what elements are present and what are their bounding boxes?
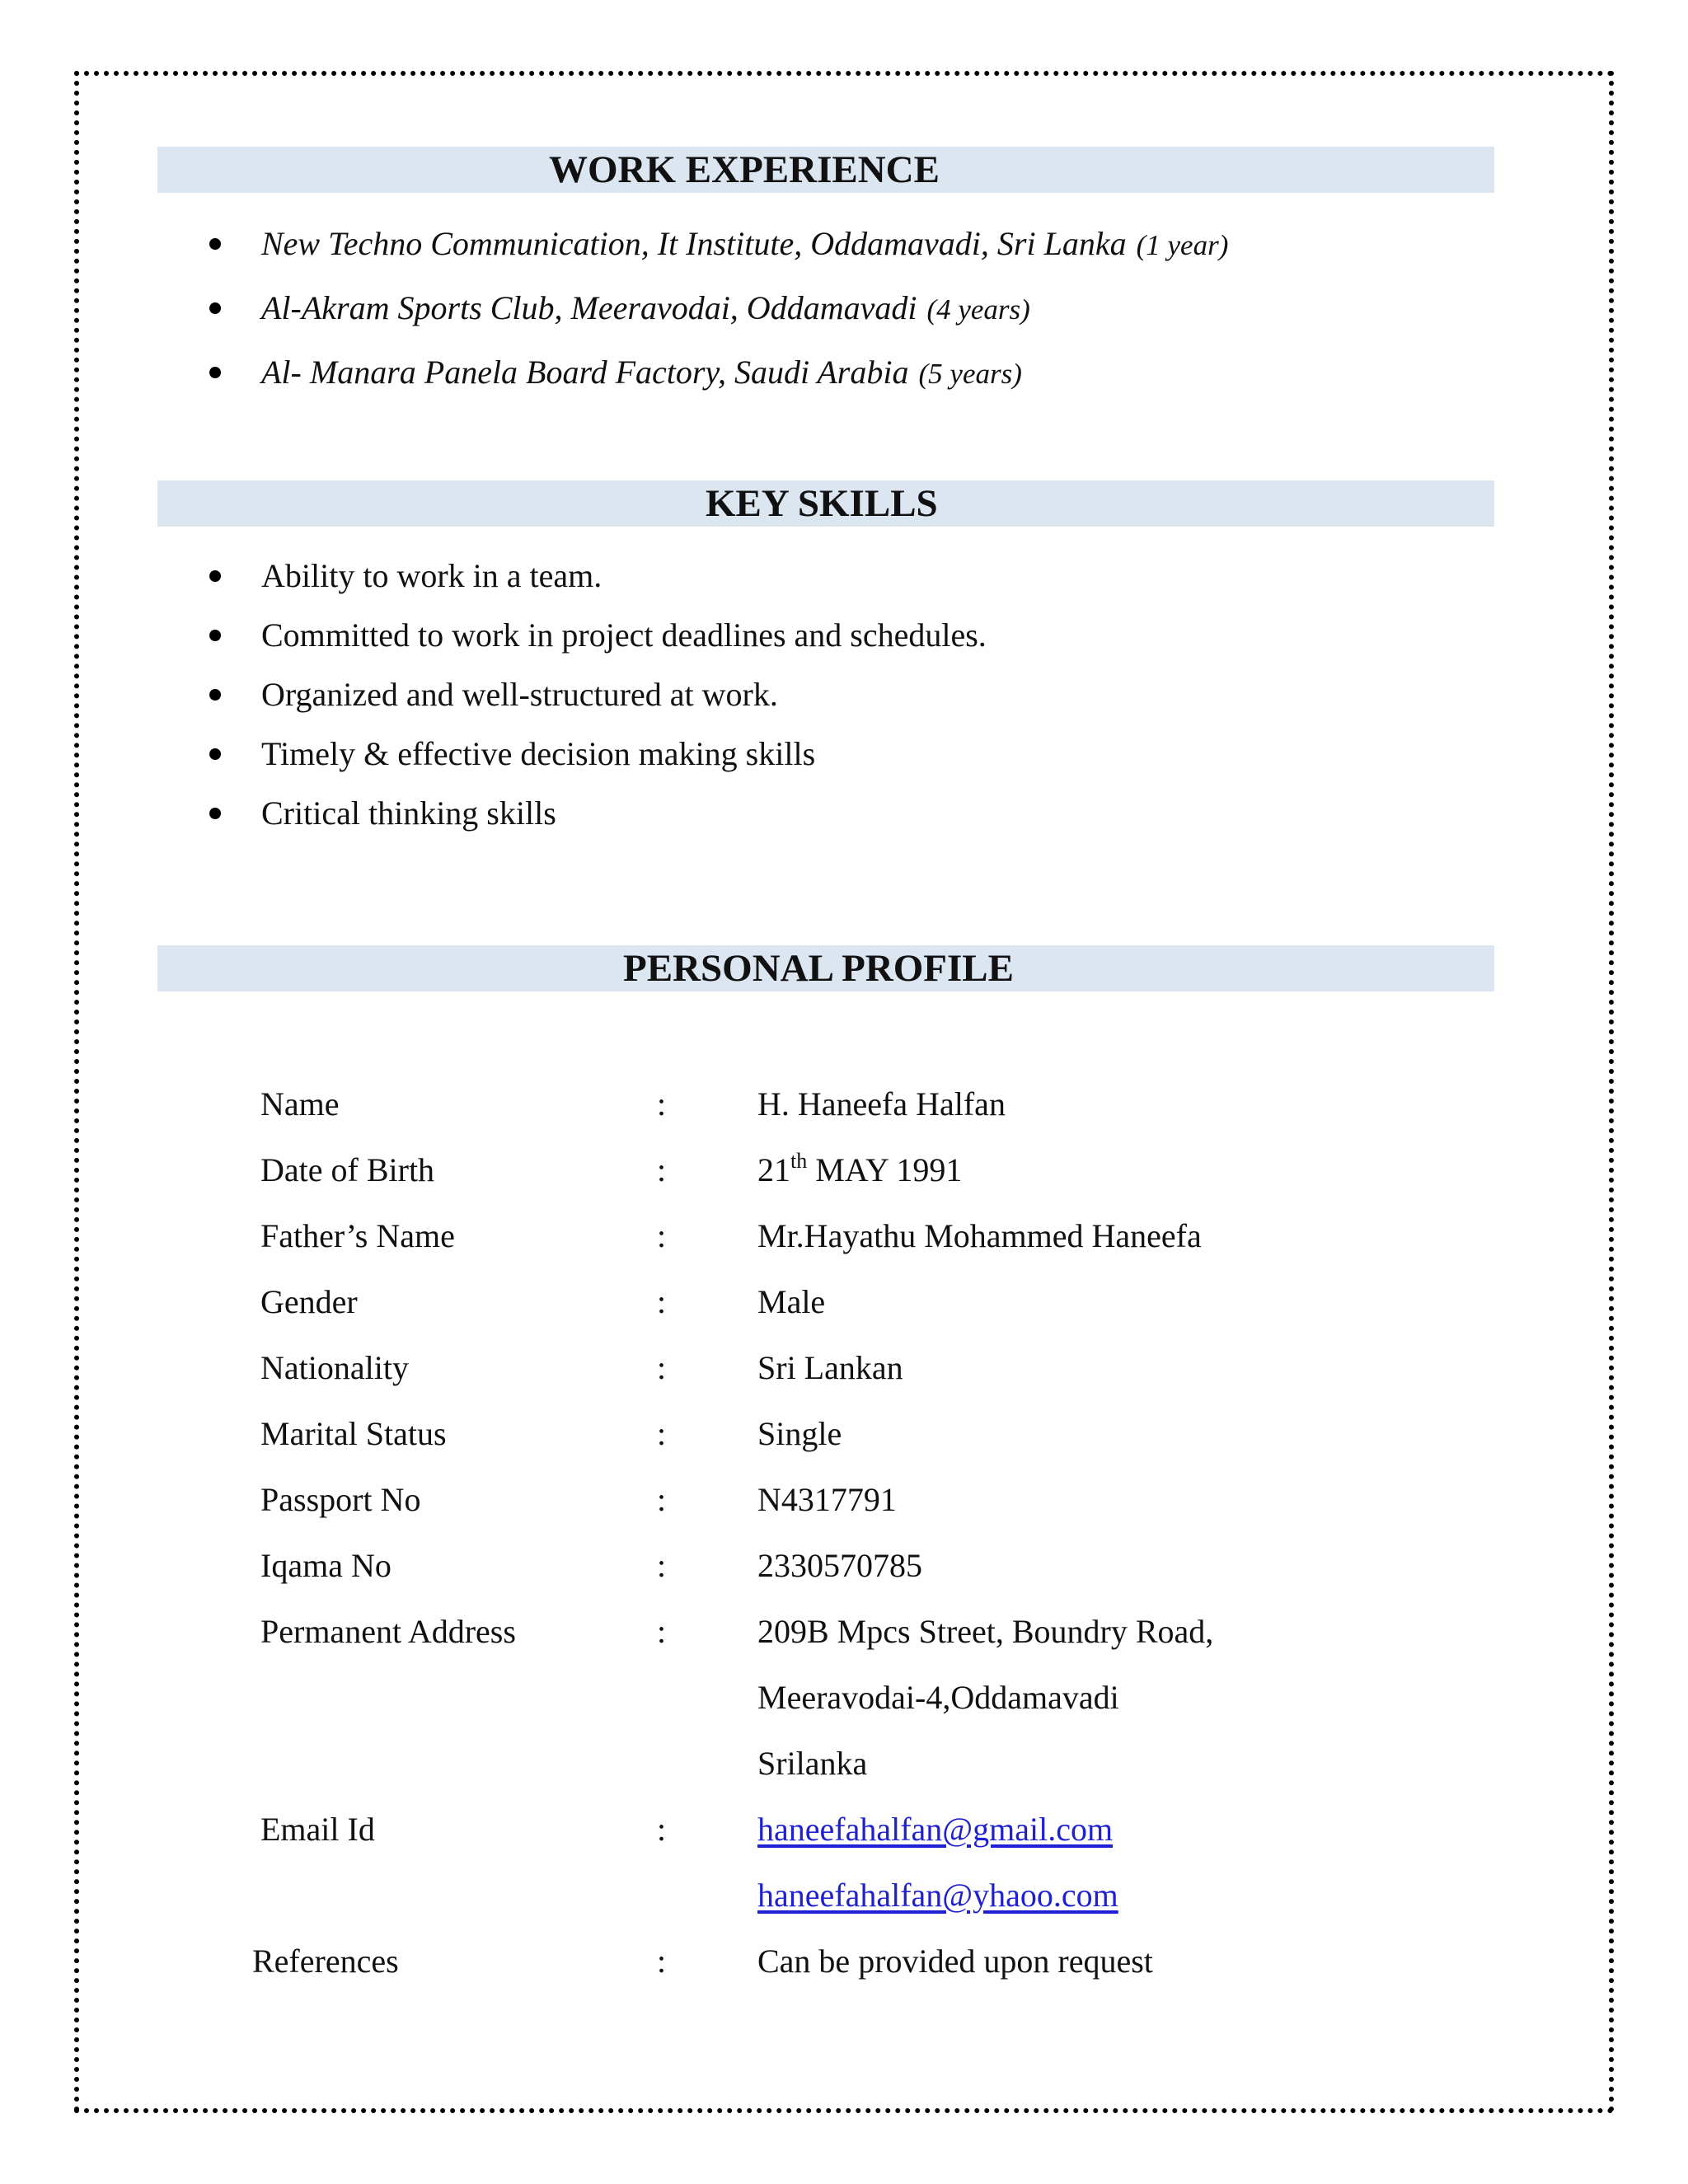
experience-duration: (5 years) bbox=[918, 358, 1022, 390]
profile-separator: : bbox=[657, 1811, 667, 1848]
profile-row-dob bbox=[0, 1141, 1688, 1207]
bullet-icon bbox=[209, 238, 221, 250]
profile-separator: : bbox=[657, 1943, 667, 1980]
profile-row-gender bbox=[0, 1272, 1688, 1338]
key-skills-header bbox=[157, 480, 1494, 527]
profile-label: Marital Status bbox=[260, 1415, 447, 1452]
personal-profile-title: PERSONAL PROFILE bbox=[623, 947, 1014, 990]
profile-label: Father’s Name bbox=[260, 1217, 455, 1254]
profile-row-iqama bbox=[0, 1536, 1688, 1602]
profile-separator: : bbox=[657, 1481, 667, 1518]
profile-row-address-cont bbox=[0, 1734, 1688, 1800]
experience-duration: (4 years) bbox=[926, 293, 1030, 326]
profile-row-marital bbox=[0, 1404, 1688, 1470]
profile-separator: : bbox=[657, 1547, 667, 1584]
bullet-icon bbox=[209, 748, 221, 760]
profile-label: Nationality bbox=[260, 1349, 409, 1386]
profile-label: Iqama No bbox=[260, 1547, 392, 1584]
profile-value bbox=[757, 1141, 962, 1204]
email-link-yhaoo[interactable]: haneefahalfan@yhaoo.com bbox=[757, 1877, 1118, 1914]
address-line: 209B Mpcs Street, Boundry Road, bbox=[757, 1613, 1214, 1650]
dob-suffix: th bbox=[790, 1149, 808, 1173]
profile-separator: : bbox=[657, 1349, 667, 1386]
profile-label: Passport No bbox=[260, 1481, 421, 1518]
profile-separator: : bbox=[657, 1613, 667, 1650]
profile-value: H. Haneefa Halfan bbox=[757, 1085, 1006, 1122]
profile-value: N4317791 bbox=[757, 1481, 897, 1518]
profile-row-address bbox=[0, 1602, 1688, 1668]
profile-label: Name bbox=[260, 1085, 340, 1122]
bullet-icon bbox=[209, 302, 221, 314]
key-skills-title: KEY SKILLS bbox=[706, 482, 938, 525]
profile-row-passport bbox=[0, 1470, 1688, 1536]
email-link-gmail[interactable]: haneefahalfan@gmail.com bbox=[757, 1811, 1114, 1848]
experience-employer: Al-Akram Sports Club, Meeravodai, Oddamavadi bbox=[261, 289, 917, 326]
skill-text: Organized and well-structured at work. bbox=[261, 676, 778, 713]
profile-label: References bbox=[252, 1943, 399, 1980]
bullet-icon bbox=[209, 630, 221, 641]
skill-text: Ability to work in a team. bbox=[261, 557, 603, 594]
profile-row-references bbox=[0, 1932, 1688, 1998]
bullet-icon bbox=[209, 367, 221, 378]
profile-value: 2330570785 bbox=[757, 1547, 922, 1584]
profile-row-email-cont bbox=[0, 1866, 1688, 1932]
profile-label: Date of Birth bbox=[260, 1151, 435, 1188]
profile-value: Can be provided upon request bbox=[757, 1943, 1153, 1980]
profile-separator: : bbox=[657, 1415, 667, 1452]
profile-value: Male bbox=[757, 1283, 826, 1320]
address-line: Meeravodai-4,Oddamavadi bbox=[757, 1679, 1119, 1716]
profile-label: Email Id bbox=[260, 1811, 375, 1848]
profile-value: Single bbox=[757, 1415, 842, 1452]
profile-row-father bbox=[0, 1207, 1688, 1272]
profile-separator: : bbox=[657, 1085, 667, 1122]
skill-text: Committed to work in project deadlines and schedules. bbox=[261, 616, 987, 654]
experience-duration: (1 year) bbox=[1136, 229, 1229, 261]
profile-separator: : bbox=[657, 1217, 667, 1254]
bullet-icon bbox=[209, 570, 221, 582]
work-experience-header bbox=[157, 147, 1494, 193]
bullet-icon bbox=[209, 808, 221, 819]
personal-profile-header bbox=[157, 945, 1494, 991]
skill-text: Timely & effective decision making skills bbox=[261, 735, 816, 772]
work-experience-title: WORK EXPERIENCE bbox=[549, 148, 940, 191]
profile-value: Sri Lankan bbox=[757, 1349, 903, 1386]
address-line: Srilanka bbox=[757, 1745, 868, 1782]
skill-text: Critical thinking skills bbox=[261, 794, 556, 832]
profile-value: Mr.Hayathu Mohammed Haneefa bbox=[757, 1217, 1202, 1254]
dob-month-year: MAY 1991 bbox=[815, 1151, 963, 1188]
experience-employer: New Techno Communication, It Institute, Oddamavadi, Sri Lanka bbox=[261, 225, 1127, 262]
profile-row-address-cont bbox=[0, 1668, 1688, 1734]
profile-label: Permanent Address bbox=[260, 1613, 516, 1650]
profile-row-name bbox=[0, 1075, 1688, 1141]
profile-row-email bbox=[0, 1800, 1688, 1866]
profile-label: Gender bbox=[260, 1283, 358, 1320]
dob-day: 21 bbox=[757, 1151, 790, 1188]
profile-separator: : bbox=[657, 1151, 667, 1188]
profile-separator: : bbox=[657, 1283, 667, 1320]
experience-employer: Al- Manara Panela Board Factory, Saudi Arabia bbox=[261, 354, 909, 391]
profile-row-nationality bbox=[0, 1338, 1688, 1404]
bullet-icon bbox=[209, 689, 221, 701]
personal-profile-table bbox=[0, 1075, 1688, 1998]
